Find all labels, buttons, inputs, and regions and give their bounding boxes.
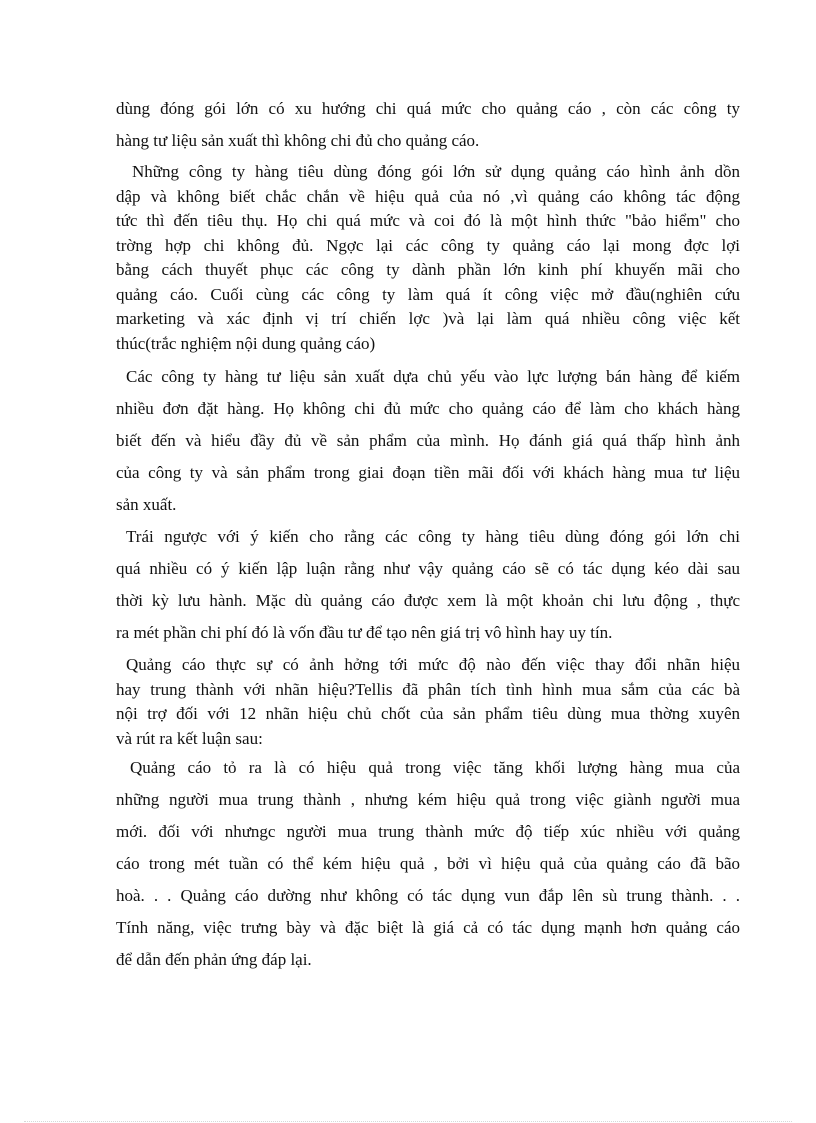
text-line: hàng tư liệu sản xuất thì không chi đủ cho quảng cáo. (116, 131, 480, 150)
text-line: bằng cách thuyết phục các công ty dành phần lớn kinh phí khuyến mãi cho (116, 260, 740, 279)
text-line: ra mét phần chi phí đó là vốn đầu tư để tạo nên giá trị vô hình hay uy tín. (116, 623, 613, 642)
paragraph-6 (116, 752, 740, 976)
text-line: thúc(trắc nghiệm nội dung quảng cáo) (116, 333, 376, 353)
text-line: Quảng cáo tỏ ra là có hiệu quả trong việc tăng khối lượng hàng mua của (130, 758, 740, 777)
text-line: quảng cáo. Cuối cùng các công ty làm quá ít công việc mở đầu(nghiên cứu (116, 284, 740, 304)
text-line: Những công ty hàng tiêu dùng đóng gói lớn sử dụng quảng cáo hình ảnh dồn (132, 162, 740, 181)
paragraph-4 (116, 521, 740, 649)
text-line: hay trung thành với nhãn hiệu?Tellis đã phân tích tình hình mua sắm của các bà (116, 679, 740, 699)
text-line: cáo trong mét tuần có thể kém hiệu quả , bởi vì hiệu quả của quảng cáo đã bão (116, 854, 740, 873)
text-line: để dẫn đến phản ứng đáp lại. (116, 950, 312, 969)
text-line: Tính năng, việc trưng bày và đặc biệt là giá cả có tác dụng mạnh hơn quảng cáo (116, 918, 740, 937)
text-line: Trái ngược với ý kiến cho rằng các công ty hàng tiêu dùng đóng gói lớn chi (126, 527, 740, 546)
text-line: Các công ty hàng tư liệu sản xuất dựa chủ yếu vào lực lượng bán hàng để kiếm (126, 367, 740, 386)
text-line: và rút ra kết luận sau: (116, 728, 263, 748)
paragraph-2 (116, 160, 740, 356)
text-line: nhiều đơn đặt hàng. Họ không chi đủ mức cho quảng cáo để làm cho khách hàng (116, 399, 740, 418)
text-line: hoà. . . Quảng cáo dường như không có tác dụng vun đắp lên sù trung thành. . . (116, 886, 740, 905)
text-line: Quảng cáo thực sự có ảnh hởng tới mức độ nào đến việc thay đổi nhãn hiệu (126, 655, 740, 674)
page-bottom-divider (24, 1121, 792, 1122)
text-line: mới. đối với nhưngc người mua trung thành mức độ tiếp xúc nhiều với quảng (116, 822, 740, 841)
text-line: dập và không biết chắc chắn về hiệu quả của nó ,vì quảng cáo không tác động (116, 186, 740, 206)
paragraph-1 (116, 93, 740, 157)
text-line: quá nhiều có ý kiến lập luận rằng như vậy quảng cáo sẽ có tác dụng kéo dài sau (116, 559, 740, 578)
text-line: sản xuất. (116, 495, 177, 514)
paragraph-3 (116, 361, 740, 521)
text-line: tức thì đến tiêu thụ. Họ chi quá mức và coi đó là một hình thức "bảo hiểm" cho (116, 211, 740, 230)
text-line: thời kỳ lưu hành. Mặc dù quảng cáo được xem là một khoản chi lưu động , thực (116, 591, 740, 610)
paragraph-5 (116, 653, 740, 751)
text-line: marketing và xác định vị trí chiến lợc )và lại làm quá nhiều công việc kết (116, 309, 740, 328)
text-line: của công ty và sản phẩm trong giai đoạn tiền mãi đối với khách hàng mua tư liệu (116, 463, 740, 482)
text-line: những người mua trung thành , nhưng kém hiệu quả trong việc giành người mua (116, 790, 740, 809)
text-line: dùng đóng gói lớn có xu hướng chi quá mức cho quảng cáo , còn các công ty (116, 99, 740, 118)
text-line: nội trợ đối với 12 nhãn hiệu chủ chốt của sản phẩm tiêu dùng mua thờng xuyên (116, 704, 740, 723)
text-line: biết đến và hiểu đầy đủ về sản phẩm của mình. Họ đánh giá quá thấp hình ảnh (116, 431, 740, 450)
text-line: trờng hợp chi không đủ. Ngợc lại các công ty quảng cáo lại mong đợc lợi (116, 235, 740, 255)
